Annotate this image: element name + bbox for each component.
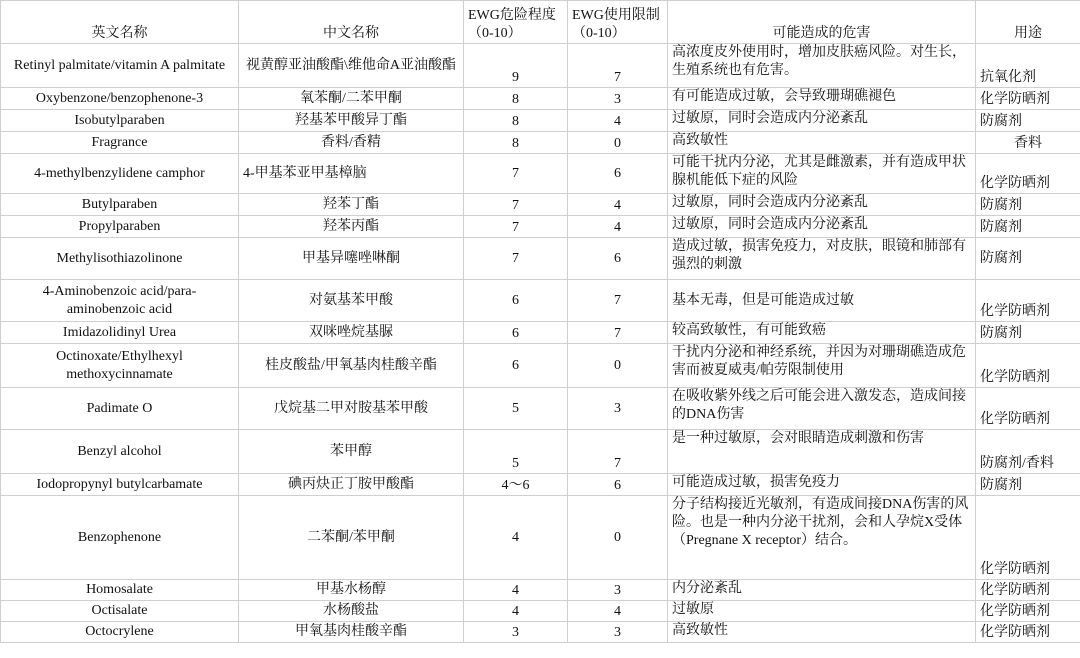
cell-english-name: Oxybenzone/benzophenone-3 — [1, 88, 239, 110]
cell-english-name: Methylisothiazolinone — [1, 238, 239, 280]
cell-harm: 过敏原，同时会造成内分泌紊乱 — [668, 110, 976, 132]
header-chinese-name: 中文名称 — [239, 1, 464, 44]
cell-ewg-risk: 4 — [464, 496, 568, 580]
cell-chinese-name: 羟苯丁酯 — [239, 194, 464, 216]
table-row — [1, 430, 1080, 474]
cell-chinese-name: 戊烷基二甲对胺基苯甲酸 — [239, 388, 464, 430]
cell-chinese-name: 氧苯酮/二苯甲酮 — [239, 88, 464, 110]
cell-harm: 造成过敏，损害免疫力，对皮肤，眼镜和肺部有强烈的刺激 — [668, 238, 976, 280]
cell-use: 化学防晒剂 — [976, 344, 1080, 388]
table-row — [1, 154, 1080, 194]
cell-chinese-name: 甲氧基肉桂酸辛酯 — [239, 622, 464, 643]
cell-harm: 在吸收紫外线之后可能会进入激发态，造成间接的DNA伤害 — [668, 388, 976, 430]
cell-ewg-limit: 4 — [568, 110, 668, 132]
cell-chinese-name: 香料/香精 — [239, 132, 464, 154]
cell-use: 防腐剂 — [976, 474, 1080, 496]
cell-ewg-limit: 4 — [568, 601, 668, 622]
cell-ewg-limit: 7 — [568, 430, 668, 474]
table-row — [1, 601, 1080, 622]
table-row — [1, 496, 1080, 580]
cell-harm: 是一种过敏原，会对眼睛造成刺激和伤害 — [668, 430, 976, 474]
cell-ewg-limit: 6 — [568, 154, 668, 194]
cell-english-name: Padimate O — [1, 388, 239, 430]
cell-chinese-name: 水杨酸盐 — [239, 601, 464, 622]
cell-use: 香料 — [976, 132, 1080, 154]
cell-harm: 高致敏性 — [668, 132, 976, 154]
table-row — [1, 280, 1080, 322]
cell-ewg-limit: 3 — [568, 388, 668, 430]
cell-use: 化学防晒剂 — [976, 280, 1080, 322]
table-row — [1, 344, 1080, 388]
cell-ewg-limit: 7 — [568, 322, 668, 344]
cell-ewg-limit: 0 — [568, 496, 668, 580]
header-ewg-risk: EWG危险程度（0-10） — [464, 1, 568, 44]
cell-use: 防腐剂 — [976, 110, 1080, 132]
cell-ewg-limit: 4 — [568, 194, 668, 216]
cell-ewg-risk: 7 — [464, 216, 568, 238]
cell-use: 防腐剂 — [976, 238, 1080, 280]
cell-harm: 过敏原，同时会造成内分泌紊乱 — [668, 216, 976, 238]
header-ewg-limit: EWG使用限制（0-10） — [568, 1, 668, 44]
cell-chinese-name: 对氨基苯甲酸 — [239, 280, 464, 322]
cell-harm: 高浓度皮外使用时，增加皮肤癌风险。对生长，生殖系统也有危害。 — [668, 44, 976, 88]
cell-chinese-name: 碘丙炔正丁胺甲酸酯 — [239, 474, 464, 496]
cell-harm: 有可能造成过敏，会导致珊瑚礁褪色 — [668, 88, 976, 110]
cell-ewg-risk: 3 — [464, 622, 568, 643]
cell-english-name: Octinoxate/Ethylhexyl methoxycinnamate — [1, 344, 239, 388]
cell-ewg-limit: 7 — [568, 280, 668, 322]
cell-use: 化学防晒剂 — [976, 580, 1080, 601]
cell-harm: 过敏原 — [668, 601, 976, 622]
cell-english-name: Isobutylparaben — [1, 110, 239, 132]
table-row — [1, 474, 1080, 496]
cell-use: 防腐剂 — [976, 216, 1080, 238]
cell-chinese-name: 双咪唑烷基脲 — [239, 322, 464, 344]
table-row — [1, 110, 1080, 132]
cell-use: 化学防晒剂 — [976, 622, 1080, 643]
table-row — [1, 44, 1080, 88]
cell-english-name: Iodopropynyl butylcarbamate — [1, 474, 239, 496]
header-harm: 可能造成的危害 — [668, 1, 976, 44]
cell-english-name: Homosalate — [1, 580, 239, 601]
cell-use: 化学防晒剂 — [976, 154, 1080, 194]
cell-english-name: Octocrylene — [1, 622, 239, 643]
cell-ewg-limit: 6 — [568, 238, 668, 280]
cell-chinese-name: 羟苯丙酯 — [239, 216, 464, 238]
cell-use: 防腐剂 — [976, 194, 1080, 216]
cell-ewg-risk: 4～6 — [464, 474, 568, 496]
cell-ewg-limit: 4 — [568, 216, 668, 238]
cell-chinese-name: 二苯酮/苯甲酮 — [239, 496, 464, 580]
table-row — [1, 238, 1080, 280]
cell-ewg-risk: 7 — [464, 194, 568, 216]
cell-ewg-risk: 9 — [464, 44, 568, 88]
cell-english-name: Octisalate — [1, 601, 239, 622]
cell-chinese-name: 羟基苯甲酸异丁酯 — [239, 110, 464, 132]
cell-use: 化学防晒剂 — [976, 88, 1080, 110]
header-row — [1, 1, 1080, 44]
cell-harm: 较高致敏性，有可能致癌 — [668, 322, 976, 344]
cell-english-name: 4-methylbenzylidene camphor — [1, 154, 239, 194]
cell-ewg-limit: 6 — [568, 474, 668, 496]
header-english-name: 英文名称 — [1, 1, 239, 44]
cell-ewg-limit: 7 — [568, 44, 668, 88]
cell-chinese-name: 甲基异噻唑啉酮 — [239, 238, 464, 280]
cell-english-name: Retinyl palmitate/vitamin A palmitate — [1, 44, 239, 88]
cell-ewg-risk: 8 — [464, 88, 568, 110]
cell-chinese-name: 苯甲醇 — [239, 430, 464, 474]
cell-ewg-limit: 3 — [568, 88, 668, 110]
cell-ewg-risk: 6 — [464, 344, 568, 388]
cell-harm: 干扰内分泌和神经系统，并因为对珊瑚礁造成危害而被夏威夷/帕劳限制使用 — [668, 344, 976, 388]
cell-chinese-name: 视黄醇亚油酸酯\维他命A亚油酸酯 — [239, 44, 464, 88]
cell-use: 防腐剂 — [976, 322, 1080, 344]
cell-use: 化学防晒剂 — [976, 496, 1080, 580]
cell-use: 抗氧化剂 — [976, 44, 1080, 88]
table-row — [1, 132, 1080, 154]
table-row — [1, 580, 1080, 601]
table-row — [1, 322, 1080, 344]
cell-ewg-risk: 6 — [464, 280, 568, 322]
cell-harm: 内分泌紊乱 — [668, 580, 976, 601]
cell-english-name: Benzyl alcohol — [1, 430, 239, 474]
cell-english-name: Fragrance — [1, 132, 239, 154]
cell-use: 化学防晒剂 — [976, 601, 1080, 622]
cell-harm: 过敏原，同时会造成内分泌紊乱 — [668, 194, 976, 216]
cell-ewg-risk: 8 — [464, 132, 568, 154]
header-use: 用途 — [976, 1, 1080, 44]
cell-ewg-risk: 7 — [464, 238, 568, 280]
cell-ewg-risk: 4 — [464, 601, 568, 622]
table-row — [1, 388, 1080, 430]
cell-harm: 基本无毒，但是可能造成过敏 — [668, 280, 976, 322]
cell-ewg-limit: 3 — [568, 580, 668, 601]
cell-english-name: Butylparaben — [1, 194, 239, 216]
cell-english-name: Propylparaben — [1, 216, 239, 238]
table-row — [1, 216, 1080, 238]
cell-english-name: Imidazolidinyl Urea — [1, 322, 239, 344]
cell-use: 防腐剂/香料 — [976, 430, 1080, 474]
cell-use: 化学防晒剂 — [976, 388, 1080, 430]
cell-harm: 可能造成过敏，损害免疫力 — [668, 474, 976, 496]
table-row — [1, 88, 1080, 110]
cell-harm: 高致敏性 — [668, 622, 976, 643]
table-row — [1, 622, 1080, 643]
cell-english-name: 4-Aminobenzoic acid/para-aminobenzoic acid — [1, 280, 239, 322]
cell-ewg-risk: 6 — [464, 322, 568, 344]
cell-harm: 分子结构接近光敏剂，有造成间接DNA伤害的风险。也是一种内分泌干扰剂，会和人孕烷X受体（Pregnane X receptor）结合。 — [668, 496, 976, 580]
cell-english-name: Benzophenone — [1, 496, 239, 580]
cell-ewg-risk: 5 — [464, 430, 568, 474]
cell-ewg-risk: 5 — [464, 388, 568, 430]
table-row — [1, 194, 1080, 216]
cell-ewg-risk: 4 — [464, 580, 568, 601]
cell-chinese-name: 桂皮酸盐/甲氧基肉桂酸辛酯 — [239, 344, 464, 388]
cell-ewg-limit: 3 — [568, 622, 668, 643]
cell-ewg-risk: 8 — [464, 110, 568, 132]
cell-chinese-name: 4-甲基苯亚甲基樟脑 — [239, 154, 464, 194]
cell-ewg-limit: 0 — [568, 344, 668, 388]
cell-chinese-name: 甲基水杨醇 — [239, 580, 464, 601]
cell-harm: 可能干扰内分泌，尤其是雌激素，并有造成甲状腺机能低下症的风险 — [668, 154, 976, 194]
cell-ewg-risk: 7 — [464, 154, 568, 194]
cell-ewg-limit: 0 — [568, 132, 668, 154]
